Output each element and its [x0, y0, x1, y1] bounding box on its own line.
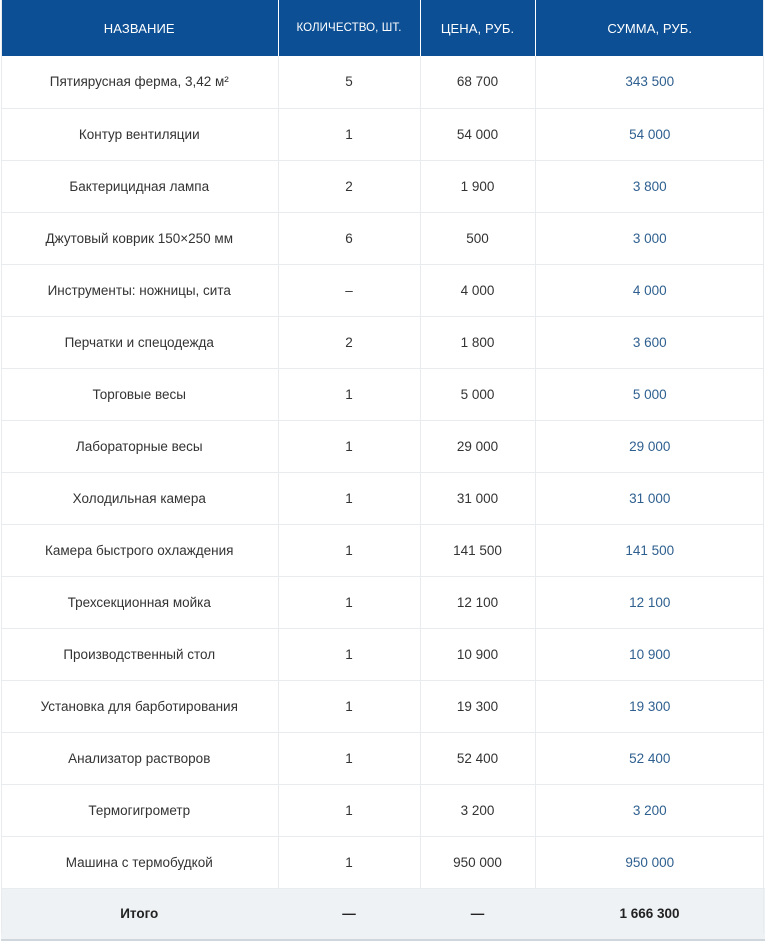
cell-item-name: Инструменты: ножницы, сита [1, 264, 278, 316]
cell-sum: 54 000 [535, 108, 764, 160]
table-row [1, 108, 764, 160]
total-price: — [420, 888, 535, 940]
cell-sum: 52 400 [535, 732, 764, 784]
table-row [1, 368, 764, 420]
cell-sum: 950 000 [535, 836, 764, 888]
cell-price: 3 200 [420, 784, 535, 836]
cell-sum: 3 000 [535, 212, 764, 264]
cell-quantity: 1 [278, 368, 420, 420]
table-row [1, 680, 764, 732]
cell-quantity: 1 [278, 472, 420, 524]
table-row [1, 836, 764, 888]
cell-price: 52 400 [420, 732, 535, 784]
total-row [1, 888, 764, 940]
cell-sum: 3 200 [535, 784, 764, 836]
cell-quantity: 1 [278, 732, 420, 784]
column-header-price: ЦЕНА, РУБ. [420, 0, 535, 56]
cell-price: 12 100 [420, 576, 535, 628]
cell-sum: 29 000 [535, 420, 764, 472]
cell-price: 19 300 [420, 680, 535, 732]
cell-quantity: 2 [278, 316, 420, 368]
cell-item-name: Термогигрометр [1, 784, 278, 836]
cell-price: 141 500 [420, 524, 535, 576]
cell-item-name: Камера быстрого охлаждения [1, 524, 278, 576]
cell-item-name: Установка для барботирования [1, 680, 278, 732]
cell-item-name: Холодильная камера [1, 472, 278, 524]
cell-sum: 343 500 [535, 56, 764, 108]
cell-quantity: 1 [278, 628, 420, 680]
table-row [1, 524, 764, 576]
table-row [1, 472, 764, 524]
table-row [1, 732, 764, 784]
cell-quantity: 2 [278, 160, 420, 212]
cell-quantity: 1 [278, 108, 420, 160]
total-quantity: — [278, 888, 420, 940]
cell-sum: 12 100 [535, 576, 764, 628]
cell-sum: 19 300 [535, 680, 764, 732]
cell-sum: 31 000 [535, 472, 764, 524]
equipment-cost-table [1, 0, 765, 941]
cell-quantity: 1 [278, 420, 420, 472]
cell-quantity: 1 [278, 836, 420, 888]
cell-item-name: Производственный стол [1, 628, 278, 680]
cell-price: 1 800 [420, 316, 535, 368]
table-row [1, 420, 764, 472]
cell-item-name: Лабораторные весы [1, 420, 278, 472]
cell-item-name: Перчатки и спецодежда [1, 316, 278, 368]
cell-quantity: – [278, 264, 420, 316]
table-row [1, 628, 764, 680]
cell-price: 54 000 [420, 108, 535, 160]
cell-sum: 5 000 [535, 368, 764, 420]
cell-quantity: 5 [278, 56, 420, 108]
cell-item-name: Анализатор растворов [1, 732, 278, 784]
cell-quantity: 1 [278, 784, 420, 836]
table-row [1, 56, 764, 108]
cell-price: 4 000 [420, 264, 535, 316]
cell-price: 10 900 [420, 628, 535, 680]
cell-sum: 3 800 [535, 160, 764, 212]
cell-item-name: Бактерицидная лампа [1, 160, 278, 212]
column-header-sum: СУММА, РУБ. [607, 20, 693, 36]
table-header [1, 0, 764, 56]
cell-price: 29 000 [420, 420, 535, 472]
cell-price: 5 000 [420, 368, 535, 420]
table-row [1, 160, 764, 212]
cell-item-name: Джутовый коврик 150×250 мм [1, 212, 278, 264]
cell-quantity: 1 [278, 576, 420, 628]
table-row [1, 576, 764, 628]
table-row [1, 784, 764, 836]
table-row [1, 316, 764, 368]
cell-quantity: 6 [278, 212, 420, 264]
column-header-name: НАЗВАНИЕ [1, 0, 278, 56]
column-header-quantity: КОЛИЧЕСТВО, ШТ. [278, 0, 420, 56]
table-row [1, 264, 764, 316]
cell-item-name: Пятиярусная ферма, 3,42 м² [1, 56, 278, 108]
total-label: Итого [1, 888, 278, 940]
total-sum: 1 666 300 [535, 888, 764, 940]
cell-item-name: Машина с термобудкой [1, 836, 278, 888]
cell-price: 1 900 [420, 160, 535, 212]
cell-price: 950 000 [420, 836, 535, 888]
cell-item-name: Контур вентиляции [1, 108, 278, 160]
cell-price: 68 700 [420, 56, 535, 108]
cell-quantity: 1 [278, 524, 420, 576]
table-row [1, 212, 764, 264]
cell-sum: 4 000 [535, 264, 764, 316]
cell-sum: 10 900 [535, 628, 764, 680]
cell-price: 500 [420, 212, 535, 264]
cell-item-name: Торговые весы [1, 368, 278, 420]
cell-sum: 141 500 [535, 524, 764, 576]
cell-quantity: 1 [278, 680, 420, 732]
table-body [1, 56, 764, 940]
cell-sum: 3 600 [535, 316, 764, 368]
cell-price: 31 000 [420, 472, 535, 524]
cell-item-name: Трехсекционная мойка [1, 576, 278, 628]
table-header-row [1, 0, 764, 56]
